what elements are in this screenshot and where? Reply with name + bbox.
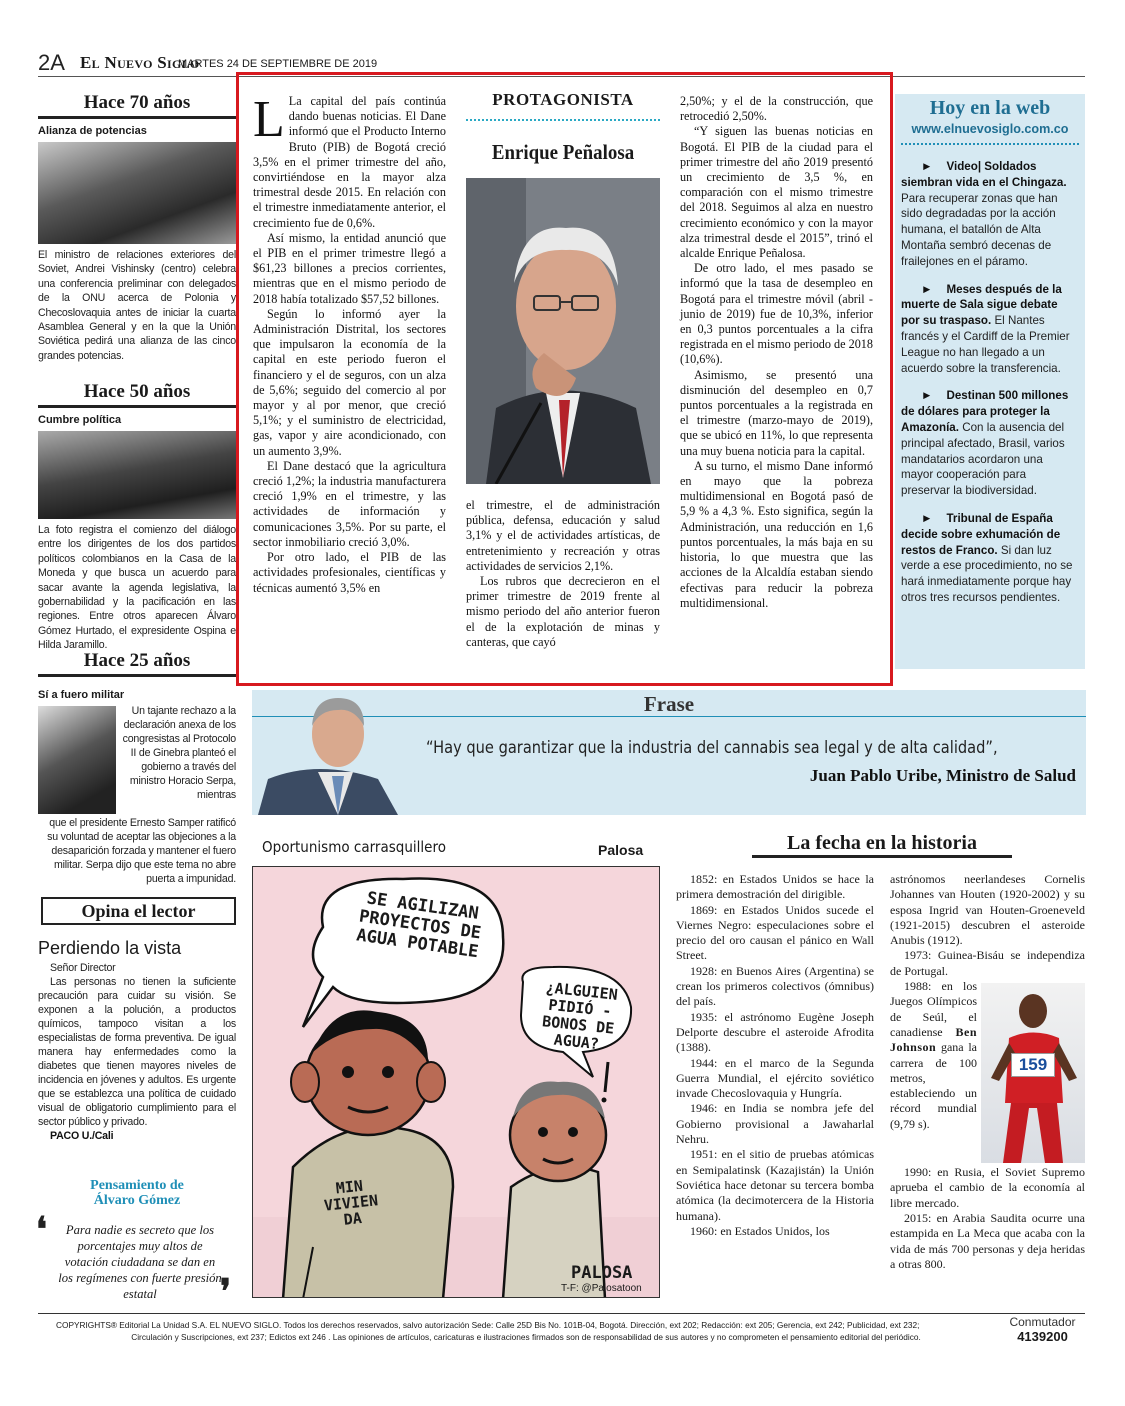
article-paragraph: El Dane destacó que la agricultura creció 1,2%; la industria manufacturera creció 1,9% en el trimestre, y las actividades de información y comunicaciones 3,5%. Por su parte, el sector inmobiliario creció 3,0%. — [253, 458, 446, 549]
footer-copyright: COPYRIGHTS® Editorial La Unidad S.A. EL NUEVO SIGLO. Todos los derechos reservados, salvo autorización Sede: Calle 25D Bis No. 101B-04, Bogotá. Dirección, ext 202; Redacción: ext 205; Gerencia, ext 242; Publicidad, ext 232; — [56, 1320, 920, 1330]
web-news-item[interactable] — [901, 159, 1073, 270]
history-entry: 1960: en Estados Unidos, los — [690, 1223, 830, 1238]
article-paragraph: A su turno, el mismo Dane informó en mayo que la pobreza multidimensional en Bogotá pasó de 5,9 % a 4,3 %. Esto significa, según la Administración, una reducción en 1,6 puntos porcentuales, la más baja en su historia, lo que muestra que las acciones de la Alcaldía estaban siendo efectivas para reducir la pobreza multidimensional. — [680, 458, 873, 610]
pensamiento-title-line2: Álvaro Gómez — [93, 1193, 181, 1208]
web-news-headline: Tribunal de España decide sobre exhumación de restos de Franco. — [901, 511, 1061, 557]
section-subtitle: Sí a fuero militar — [38, 689, 125, 701]
web-news-text: Si dan luz verde a ese procedimiento, no se hará inmediatamente porque hay otros tres recursos pendientes. — [901, 543, 1073, 604]
web-news-item[interactable] — [901, 282, 1073, 377]
article-column-3 — [680, 94, 873, 611]
history-entry: 2015: en Arabia Saudita ocurre una estampida en La Meca que acaba con la vida de más 700 personas y deja heridas a otras 800. — [890, 1210, 1085, 1271]
web-divider — [901, 142, 1079, 145]
switchboard-label: Conmutador — [1009, 1315, 1076, 1329]
web-url[interactable]: www.elnuevosiglo.com.co — [911, 122, 1069, 136]
athlete-name: Ben Johnson — [890, 1024, 977, 1055]
web-news-headline: Video| Soldados siembran vida en el Chingaza. — [901, 160, 1067, 189]
history-entry: 1935: el astrónomo Eugène Joseph Delporte descubre el asteroide Afrodita (1388). — [676, 1009, 874, 1055]
pensamiento-title — [38, 1178, 236, 1208]
history-entry: 1973: Guinea-Bisáu se independiza de Portugal. — [890, 948, 1085, 978]
cartoon-bubble-2: ¿ALGUIEN PIDIÓ - BONOS DE AGUA? — [541, 978, 619, 1054]
history-entry: 1928: en Buenos Aires (Argentina) se crean los primeros colectivos (ómnibus) del país. — [676, 963, 874, 1009]
protagonist-name: Enrique Peñalosa — [491, 140, 635, 164]
article-paragraph: De otro lado, el mes pasado se informó que la tasa de desempleo en Bogotá para el trimestre móvil (abril - junio de 2019) fue de 10,3%, inferior en 0,3 puntos porcentuales a la cifra registrada en el mismo periodo de 2018 (10,6%). — [680, 261, 873, 367]
article-paragraph: 2,50%; y el de la construcción, que retrocedió 2,50%. — [680, 94, 873, 124]
page-number: 2A — [38, 50, 65, 75]
web-news-text: Con la ausencia del principal afectado, Brasil, varios mandatarios acordaron una mayor cooperación para preservar la biodiversidad. — [901, 420, 1065, 498]
article-paragraph: Según lo informó ayer la Administración Distrital, los sectores que impulsaron la economía de la capital en este periodo fueron el financiero y el de seguros, con un alza de 5,6%; seguido del comercio al por mayor y al por menor, que creció 5,1%; y el suministro de electricidad, gas, vapor y aire acondicionado, con un aumento 3,9%. — [253, 306, 446, 458]
section-subtitle: Cumbre política — [38, 414, 122, 426]
hoy-en-la-web-panel — [895, 94, 1085, 669]
history-entry: 1946: en India se nombra jefe del Gobierno provisional a Jawaharlal Nehru. — [676, 1101, 874, 1147]
history-entry: 1852: en Estados Unidos se hace la primera demostración del dirigible. — [676, 872, 874, 902]
footer-copyright-2: Circulación y Suscripciones, ext 237; Edictos ext 246 . Las opiniones de artículos, caricaturas e ilustraciones firmados son de responsabilidad de sus autores y no comprometen el pensamiento editorial del periódico. — [131, 1332, 921, 1342]
history-entry: astrónomos neerlandeses Cornelis Johannes van Houten (1920-2002) y su esposa Ingrid van Houten-Groeneveld (1921-2015) descubren el asteroide Anubis (1912). — [890, 872, 1085, 948]
letter-salutation: Señor Director — [50, 962, 116, 974]
article-paragraph: Los rubros que decrecieron en el primer trimestre de 2019 frente al mismo periodo del año anterior fueron el de la explotación de minas y canteras, que cayó — [466, 574, 660, 649]
footer-rule — [38, 1313, 1085, 1314]
dateline: MARTES 24 DE SEPTIEMBRE DE 2019 — [178, 58, 378, 70]
history-entry: 1951: en el sitio de pruebas atómicas en Semipalatinsk (Kazajistán) la Unión Soviética hace detonar su tercera bomba atómica (la decimotercera de la Historia humana). — [676, 1147, 874, 1223]
cartoon-title: Oportunismo carrasquillero — [262, 838, 446, 856]
photo-caption-side: Un tajante rechazo a la declaración anexa de los congresistas al Protocolo II de Ginebra planteó el gobierno a través del ministro Horacio Serpa, mientras — [122, 705, 236, 801]
photo-caption-rest: que el presidente Ernesto Samper ratificó su voluntad de aceptar las objeciones a la desaparición forzada y mantener el fuero militar. Serpa dijo que este tema no abre puerta a impunidad. — [47, 817, 236, 885]
history-title: La fecha en la historia — [752, 832, 1012, 858]
article-column-2 — [466, 498, 660, 650]
web-news-text: Para recuperar zonas que han sido degradadas por la acción humana, el batallón de Alta Montaña sembró decenas de frailejones en el páramo. — [901, 191, 1058, 268]
arrow-icon: ► — [921, 282, 933, 296]
cartoon-artist: Palosa — [598, 842, 644, 858]
web-news-item[interactable] — [901, 388, 1073, 499]
switchboard-number: 4139200 — [1017, 1329, 1068, 1344]
web-title: Hoy en la web — [929, 97, 1051, 119]
frase-title: Frase — [643, 692, 695, 716]
section-subtitle: Alianza de potencias — [38, 125, 147, 137]
pensamiento-title-line1: Pensamiento de — [90, 1178, 184, 1193]
history-entry: 1944: en el marco de la Segunda Guerra Mundial, el ejército soviético invade Checoslovaquia y Hungría. — [676, 1055, 874, 1101]
opina-title: Opina el lector — [41, 897, 236, 925]
kicker-divider — [466, 118, 660, 121]
cartoon-handle: T-F: @Palosatoon — [561, 1283, 642, 1294]
drop-cap: L — [253, 91, 285, 148]
frase-speaker-photo — [258, 684, 408, 815]
historic-photo-1949 — [38, 142, 236, 244]
section-title: Hace 70 años — [38, 92, 236, 119]
arrow-icon: ► — [921, 160, 933, 173]
article-paragraph: “Y siguen las buenas noticias en Bogotá. El PIB de la ciudad para el primer trimestre del año 2019 presentó un crecimiento de 3,5 %, en comparación con el mismo trimestre del 2018. Seguimos al alza en nuestro crecimiento económico y con la mayor alza trimestral desde el 2015”, trinó el alcalde Enrique Peñalosa. — [680, 124, 873, 261]
hace-25-section — [38, 650, 236, 886]
cartoon-panel — [252, 866, 660, 1298]
race-bib: 159 — [1011, 1053, 1055, 1077]
web-news-headline: Destinan 500 millones de dólares para proteger la Amazonía. — [901, 389, 1069, 434]
frase-author: Juan Pablo Uribe, Ministro de Salud — [809, 766, 1076, 785]
pensamiento-quote: Para nadie es secreto que los porcentajes muy altos de votación ciudadana se dan en los regímenes con fuerte presión estatal — [58, 1223, 222, 1301]
hace-70-section — [38, 92, 236, 363]
cartoon-signature: PALOSA — [571, 1263, 633, 1283]
article-paragraph: La capital del país continúa dando buenas noticias. El Dane informó que el Producto Interno Bruto (PIB) de Bogotá creció 3,5% en el primer trimestre del año, convirtiéndose en la mayor alza trimestral desde 2015. En relación con el trimestre inmediatamente anterior, el crecimiento fue de 0,6%. — [253, 94, 446, 230]
historic-photo-1969 — [38, 431, 236, 519]
cartoon-bubble-1: SE AGILIZAN PROYECTOS DE AGUA POTABLE — [355, 888, 483, 963]
history-entry: 1988: en los Juegos Olímpicos de Seúl, el canadiense Ben Johnson gana la carrera de 100 metros, estableciendo un récord mundial (9,79 s). — [890, 979, 978, 1131]
portrait-photo — [38, 706, 116, 814]
history-column-1 — [676, 872, 874, 1239]
cartoon-shirt-label: MIN VIVIEN DA — [323, 1176, 379, 1229]
web-news-text: El Nantes francés y el Cardiff de la Premier League no han llegado a un acuerdo sobre la transferencia. — [901, 314, 1070, 375]
letter-headline: Perdiendo la vista — [38, 938, 182, 958]
photo-caption: La foto registra el comienzo del diálogo entre los dirigentes de los dos partidos políticos colombianos en la Casa de la Moneda y que busca un acuerdo para sacar avante la agenda legislativa, la gobernabilidad y la pacificación en las regiones. Entre otros aparecen Álvaro Gómez Hurtado, el expresidente Ospina e Hilda Jaramillo. — [38, 524, 236, 652]
protagonist-photo — [466, 178, 660, 484]
web-news-headline: Meses después de la muerte de Sala sigue debate por su traspaso. — [901, 282, 1062, 328]
article-kicker: PROTAGONISTA — [492, 90, 634, 109]
hace-50-section — [38, 381, 236, 653]
open-quote-icon: ❛ — [36, 1212, 47, 1249]
section-title: Hace 25 años — [38, 650, 236, 677]
opina-letter — [38, 938, 236, 1143]
arrow-icon: ► — [921, 511, 933, 525]
history-entry: 1990: en Rusia, el Soviet Supremo aprueba el cambio de la economía al libre mercado. — [890, 1165, 1085, 1210]
web-news-item[interactable] — [901, 511, 1073, 606]
article-paragraph: el trimestre, el de administración pública, defensa, educación y salud 3,1% y el de actividades artísticas, de entretenimiento y recreación y otras actividades de servicios 2,1%. — [466, 498, 660, 573]
portrait-illustration — [466, 178, 660, 484]
history-entry: 1869: en Estados Unidos sucede el Viernes Negro: especulaciones sobre el precio del oro causan el pánico en Wall Street. — [676, 902, 874, 963]
history-column-2 — [890, 872, 1085, 1272]
letter-signature: PACO U./Cali — [50, 1130, 114, 1142]
section-title: Hace 50 años — [38, 381, 236, 408]
article-paragraph: Así mismo, la entidad anunció que el PIB en el primer trimestre llegó a $61,23 billones a precios corrientes, mientras que en el mismo periodo de 2018 había totalizado $57,52 billones. — [253, 230, 446, 306]
article-paragraph: Asimismo, se presentó una disminución del desempleo en 0,7 puntos porcentuales a la registrada en el trimestre (marzo-mayo de 2019), que se ubicó en 11%, lo que representa una muy buena noticia para la capital. — [680, 367, 873, 458]
frase-quote: “Hay que garantizar que la industria del cannabis sea legal y de alta calidad”, — [426, 738, 998, 758]
speaker-illustration — [258, 684, 408, 815]
article-paragraph: Por otro lado, el PIB de las actividades profesionales, científicas y técnicas aumentó 3,5% en — [253, 550, 446, 595]
arrow-icon: ► — [921, 389, 933, 403]
photo-caption: El ministro de relaciones exteriores del Soviet, Andrei Vishinsky (centro) celebra una conferencia preliminar con delegados de la ONU acerca de Polonia y Checoslovaquia antes de iniciar la cuarta Asamblea General y en la que la Unión Soviética pedirá una alianza de las cinco grandes potencias. — [38, 249, 236, 362]
close-quote-icon: ❜ — [220, 1274, 231, 1311]
masthead: El Nuevo Siglo — [80, 53, 200, 72]
athlete-photo — [981, 983, 1085, 1163]
letter-body: Las personas no tienen la suficiente precaución para cuidar su visión. Se exponen a la polución, a productos químicos, tampoco visitan a los especialistas de forma preventiva. De igual manera hay enfermedades como la diabetes que tienen mayores niveles de incidencia en jóvenes y adultos. Es urgente que se establezca una política de cuidado visual de obligatorio cumplimiento para el sector público y privado. — [38, 976, 236, 1128]
article-column-1 — [253, 91, 446, 596]
